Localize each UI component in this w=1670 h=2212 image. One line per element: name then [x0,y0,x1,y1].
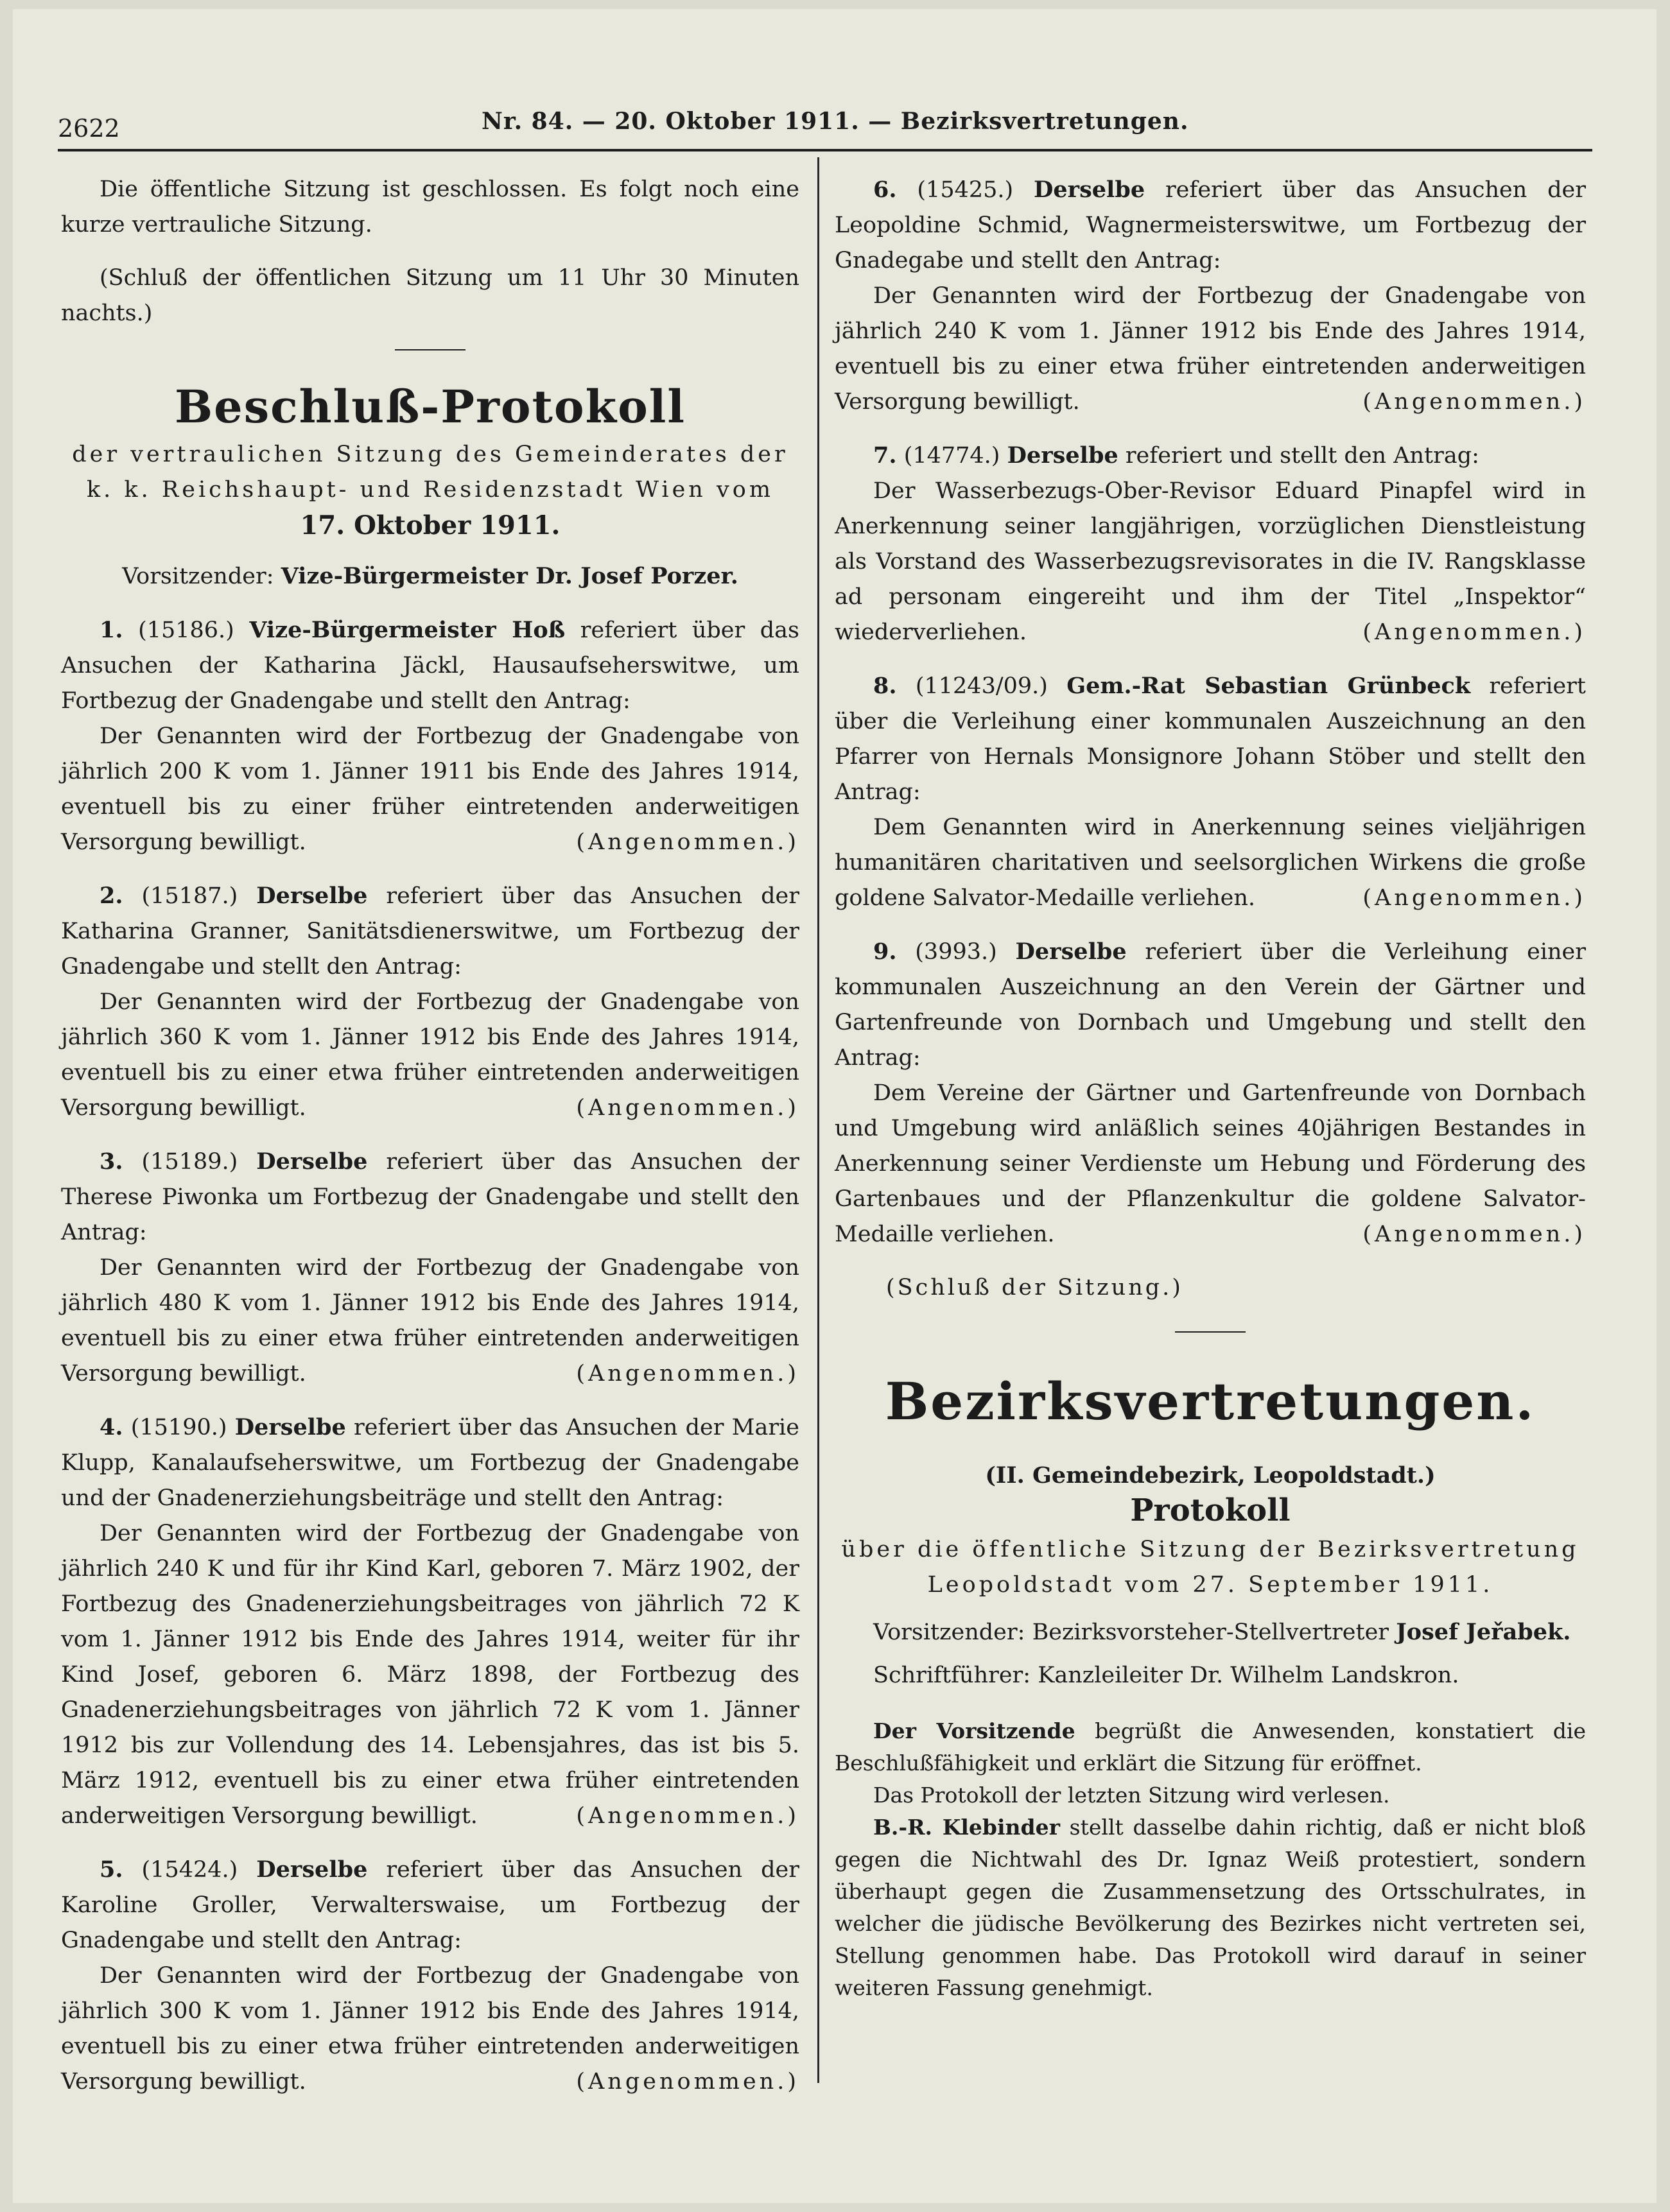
item-antrag: Der Genannten wird der Fortbezug der Gnadengabe von jährlich 480 K vom 1. Jänner 1912 bis Ende des Jahres 1914, eventuell bis zu einer etwa früher eintretenden anderweitigen Versorgung bewilligt. [61,1255,799,1387]
protokoll-sub2: Leopoldstadt vom 27. September 1911. [927,1572,1493,1598]
item-ref: (15425.) [917,177,1014,203]
item-ref: (14774.) [903,443,1000,469]
section-divider-2 [1175,1331,1246,1333]
item-antrag: Der Wasserbezugs-Ober-Revisor Eduard Pinapfel wird in Anerkennung seiner langjährigen, vorzüglichen Dienstleistung als Vorstand des Wasserbezugsrevisorates in die IV. Rangsklasse ad personam eingereiht und ihm der Titel „Inspektor“ wiederverliehen. [835,478,1586,645]
item-8 [835,668,1586,916]
section-title: Bezirksvertretungen. [885,1371,1536,1431]
item-number: 4. [100,1414,123,1440]
beschluss-subtitle: der vertraulichen Sitzung des Gemeinderates der k. k. Reichshaupt- und Residenzstadt Wien vom [72,442,788,503]
item-2 [61,878,799,1126]
item-result: (Angenommen.) [576,1361,799,1387]
item-number: 8. [873,673,897,699]
item-6 [835,172,1586,420]
item-text: referiert und stellt den Antrag: [1125,443,1479,469]
page-header [58,103,1547,148]
schrift-name: Kanzleileiter Dr. Wilhelm Landskron. [1038,1663,1459,1688]
minutes-p2: Das Protokoll der letzten Sitzung wird verlesen. [873,1783,1390,1808]
item-antrag: Der Genannten wird der Fortbezug der Gnadengabe von jährlich 240 K vom 1. Jänner 1912 bis Ende des Jahres 1914, eventuell bis zu einer etwa früher eintretenden anderweitigen Versorgung bewilligt. [835,283,1586,415]
item-result: (Angenommen.) [1362,1222,1586,1247]
item-antrag: Dem Genannten wird in Anerkennung seines vieljährigen humanitären charitativen und seelsorglichen Wirkens die große goldene Salvator-Medaille verliehen. [835,815,1586,911]
item-speaker: Vize-Bürgermeister Hoß [249,617,566,643]
left-column [61,172,799,2118]
item-number: 6. [873,177,897,203]
running-head: Nr. 84. — 20. Oktober 1911. — Bezirksvertretungen. [482,108,1189,135]
item-text: referiert über die Verleihung einer kommunalen Auszeichnung an den Pfarrer von Hernals Monsignore Johann Stöber und stellt den Antrag: [835,673,1586,805]
item-4 [61,1410,799,1834]
item-ref: (15190.) [130,1415,227,1440]
item-result: (Angenommen.) [1362,619,1586,645]
vorsitz-label: Vorsitzender: [873,1620,1025,1645]
item-speaker: Derselbe [256,1148,368,1175]
item-antrag: Der Genannten wird der Fortbezug der Gnadengabe von jährlich 300 K vom 1. Jänner 1912 bis Ende des Jahres 1914, eventuell bis zu einer etwa früher eintretenden anderweitigen Versorgung bewilligt. [61,1963,799,2095]
schrift-line [835,1658,1586,1693]
item-ref: (3993.) [915,939,997,965]
item-ref: (15189.) [141,1149,238,1175]
item-antrag: Der Genannten wird der Fortbezug der Gnadengabe von jährlich 240 K und für ihr Kind Karl, geboren 7. März 1902, der Fortbezug des Gnadenerziehungsbeitrages von jährlich 72 K vom 1. Jänner 1912 bis Ende des Jahres 1914, weiter für ihr Kind Josef, geboren 6. März 1898, der Fortbezug des Gnadenerziehungsbeitrages von jährlich 72 K vom 1. Jänner 1912 bis zur Vollendung des 14. Lebensjahres, das ist bis 5. März 1912, eventuell bis zu einer etwa früher eintretenden anderweitigen Versorgung bewilligt. [61,1521,799,1829]
vorsitz-role: Bezirksvorsteher-Stellvertreter [1032,1620,1389,1645]
intro-text: Die öffentliche Sitzung ist geschlossen. Es folgt noch eine kurze vertrauliche Sitzung. [61,177,799,238]
item-text: referiert über die Verleihung einer kommunalen Auszeichnung an den Verein der Gärtner und Gartenfreunde von Dornbach und Umgebung und stellt den Antrag: [835,939,1586,1071]
item-speaker: Derselbe [256,883,368,909]
item-text: referiert über das Ansuchen der Katharina Jäckl, Hausaufseherswitwe, um Fortbezug der Gnadengabe und stellt den Antrag: [61,618,799,714]
vorsitz-label: Vorsitzender: [122,564,274,589]
item-ref: (11243/09.) [915,673,1048,699]
vorsitz-line-2 [835,1614,1586,1650]
item-number: 3. [100,1148,123,1175]
right-column [835,172,1586,2022]
page-number: 2622 [58,114,120,143]
section-divider [395,349,465,350]
schluss-text: (Schluß der öffentlichen Sitzung um 11 Uhr 30 Minuten nachts.) [61,265,799,326]
item-result: (Angenommen.) [1362,885,1586,911]
item-speaker: Derselbe [1015,938,1127,965]
item-number: 2. [100,883,123,909]
column-separator [817,157,819,2083]
item-3 [61,1144,799,1392]
item-ref: (15186.) [138,618,234,643]
header-rule [58,149,1592,151]
item-speaker: Derselbe [1007,442,1118,469]
item-number: 7. [873,442,897,469]
minutes-p3 [835,1811,1586,2004]
item-speaker: Derselbe [256,1856,368,1883]
item-result: (Angenommen.) [576,829,799,855]
vorsitz-line [61,558,799,594]
item-antrag: Der Genannten wird der Fortbezug der Gnadengabe von jährlich 360 K vom 1. Jänner 1912 bis Ende des Jahres 1914, eventuell bis zu einer etwa früher eintretenden anderweitigen Versorgung bewilligt. [61,989,799,1121]
item-ref: (15424.) [141,1857,238,1883]
item-antrag: Der Genannten wird der Fortbezug der Gnadengabe von jährlich 200 K vom 1. Jänner 1911 bis Ende des Jahres 1914, eventuell bis zu einer früher eintretenden anderweitigen Versorgung bewilligt. [61,723,799,855]
vorsitz-name: Vize-Bürgermeister Dr. Josef Porzer. [281,563,738,589]
item-number: 5. [100,1856,123,1883]
item-text: referiert über das Ansuchen der Katharina Granner, Sanitätsdienerswitwe, um Fortbezug der Gnadengabe und stellt den Antrag: [61,883,799,980]
item-speaker: Gem.-Rat Sebastian Grünbeck [1066,673,1471,699]
item-ref: (15187.) [141,883,238,909]
item-number: 9. [873,938,897,965]
p3-text: stellt dasselbe dahin richtig, daß er nicht bloß gegen die Nichtwahl des Dr. Ignaz Weiß protestiert, sondern überhaupt gegen die Zusammensetzung des Ortsschulrates, in welcher die jüdische Bevölkerung des Bezirkes nicht vertreten sei, Stellung genommen habe. Das Protokoll wird darauf in seiner weiteren Fassung genehmigt. [835,1815,1586,2000]
item-speaker: Derselbe [1034,177,1145,203]
item-result: (Angenommen.) [576,1803,799,1829]
p1-text: begrüßt die Anwesenden, konstatiert die Beschlußfähigkeit und erklärt die Sitzung für eröffnet. [835,1718,1586,1776]
p1-speaker: Der Vorsitzende [873,1718,1075,1743]
beschluss-title: Beschluß-Protokoll [175,380,686,433]
item-text: referiert über das Ansuchen der Marie Klupp, Kanalaufseherswitwe, um Fortbezug der Gnadengabe und der Gnadenerziehungsbeiträge und stellt den Antrag: [61,1415,799,1511]
item-text: referiert über das Ansuchen der Leopoldine Schmid, Wagnermeisterswitwe, um Fortbezug der Gnadegabe und stellt den Antrag: [835,177,1586,273]
item-5 [61,1852,799,2100]
item-9 [835,934,1586,1252]
minutes-p1 [835,1715,1586,1779]
item-text: referiert über das Ansuchen der Therese Piwonka um Fortbezug der Gnadengabe und stellt den Antrag: [61,1149,799,1245]
vorsitz-name: Josef Jeřabek. [1396,1619,1571,1645]
p3-speaker: B.-R. Klebinder [873,1815,1060,1840]
item-1 [61,612,799,860]
item-7 [835,438,1586,650]
item-result: (Angenommen.) [576,1095,799,1121]
item-speaker: Derselbe [234,1414,346,1440]
schrift-label: Schriftführer: [873,1663,1031,1688]
item-result: (Angenommen.) [1362,389,1586,415]
item-result: (Angenommen.) [576,2069,799,2095]
item-number: 1. [100,617,123,643]
schluss-der-sitzung: (Schluß der Sitzung.) [886,1275,1183,1300]
district-line: (II. Gemeindebezirk, Leopoldstadt.) [985,1462,1436,1489]
item-text: referiert über das Ansuchen der Karoline Groller, Verwalterswaise, um Fortbezug der Gnadengabe und stellt den Antrag: [61,1857,799,1953]
beschluss-date: 17. Oktober 1911. [300,510,561,540]
item-antrag: Dem Vereine der Gärtner und Gartenfreunde von Dornbach und Umgebung wird anläßlich seines 40jährigen Bestandes in Anerkennung seiner Verdienste um Hebung und Förderung des Gartenbaues und der Pflanzenkultur die goldene Salvator-Medaille verliehen. [835,1080,1586,1247]
protokoll-sub1: über die öffentliche Sitzung der Bezirksvertretung [841,1537,1579,1562]
protokoll-title: Protokoll [1130,1492,1291,1528]
